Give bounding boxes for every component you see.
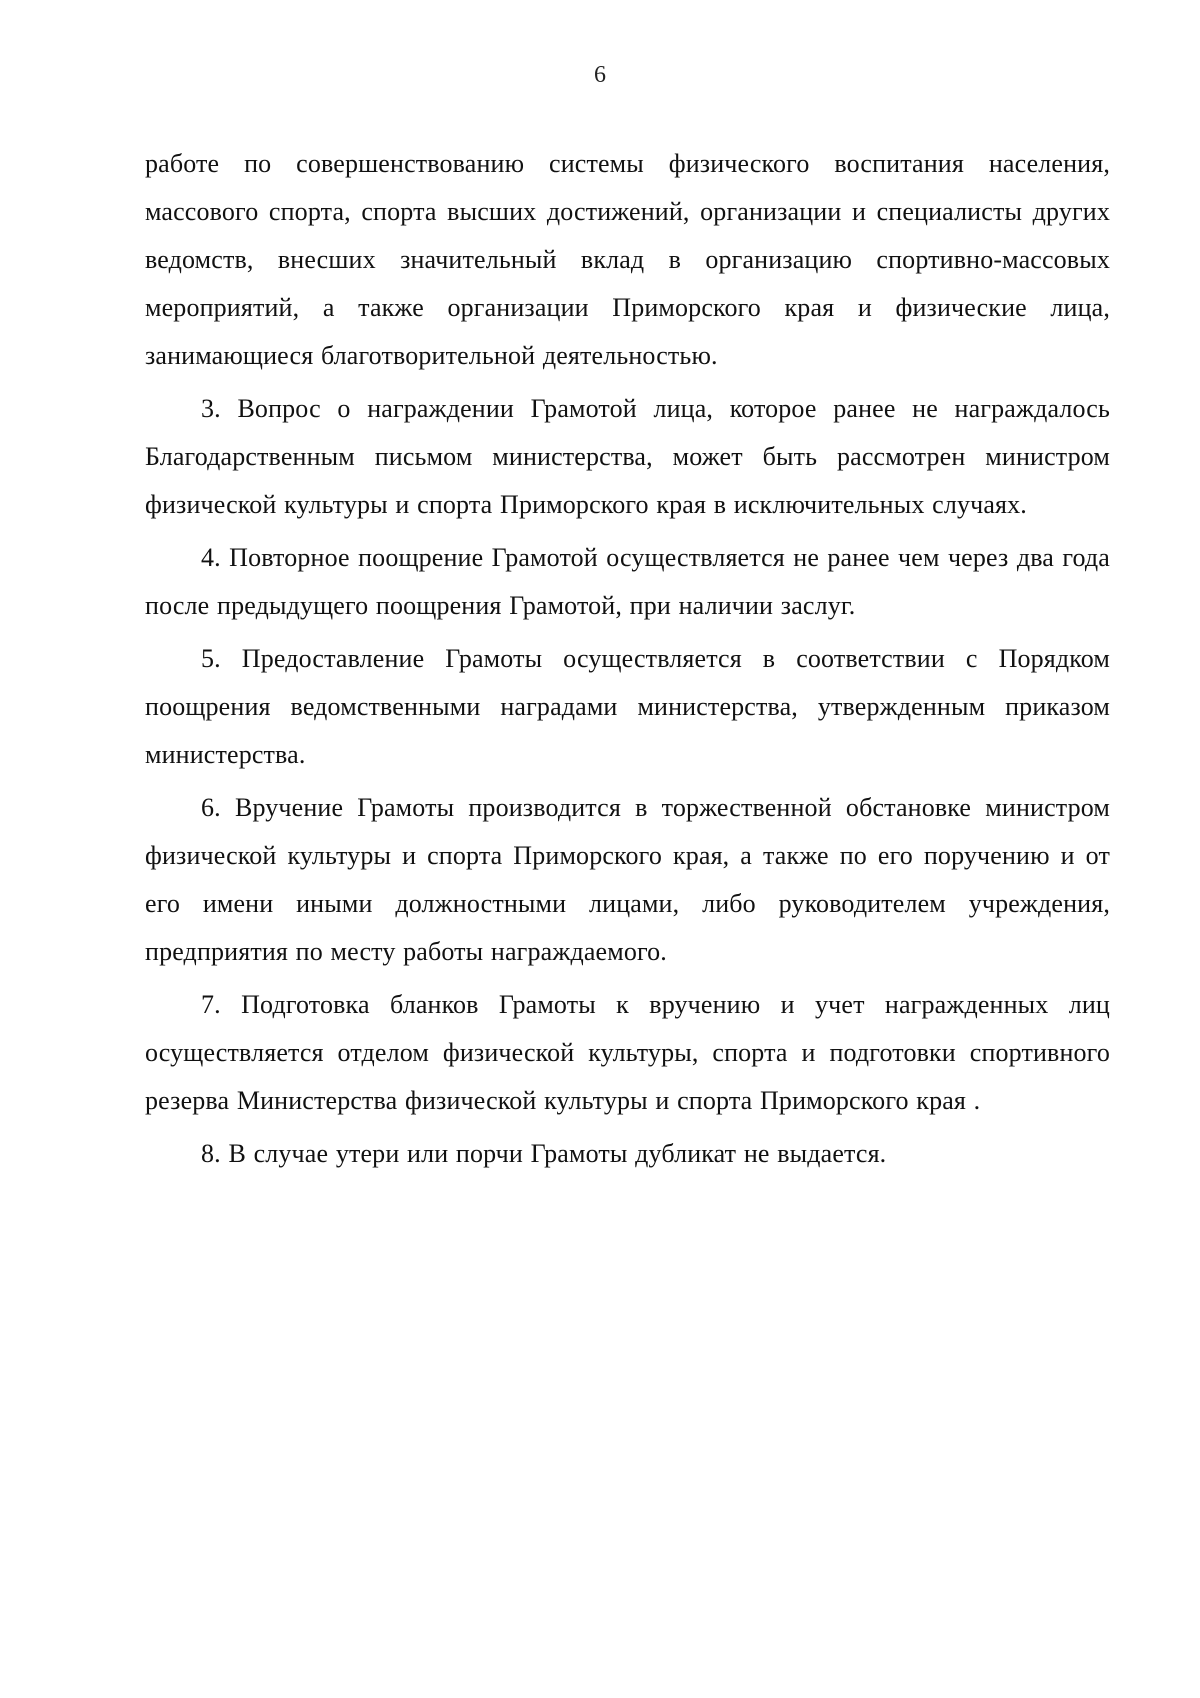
page-number: 6 [594, 62, 606, 88]
paragraph-item-8: 8. В случае утери или порчи Грамоты дубликат не выдается. [201, 1139, 887, 1168]
paragraph-item-4: 4. Повторное поощрение Грамотой осуществляется не ранее чем через два года после предыдущего поощрения Грамотой, при наличии заслуг. [145, 543, 1110, 620]
paragraph-item-5: 5. Предоставление Грамоты осуществляется в соответствии с Порядком поощрения ведомственными наградами министерства, утвержденным приказом министерства. [145, 644, 1110, 769]
document-body [145, 140, 1110, 1178]
paragraph-continuation: работе по совершенствованию системы физического воспитания населения, массового спорта, спорта высших достижений, организации и специалисты других ведомств, внесших значительный вклад в организацию спортивно-массовых мероприятий, а также организации Приморского края и физические лица, занимающиеся благотворительной деятельностью. [145, 149, 1110, 370]
paragraph-item-3: 3. Вопрос о награждении Грамотой лица, которое ранее не награждалось Благодарственным письмом министерства, может быть рассмотрен министром физической культуры и спорта Приморского края в исключительных случаях. [145, 394, 1110, 519]
paragraph-item-7: 7. Подготовка бланков Грамоты к вручению и учет награжденных лиц осуществляется отделом физической культуры, спорта и подготовки спортивного резерва Министерства физической культуры и спорта Приморского края . [145, 990, 1110, 1115]
paragraph-item-6: 6. Вручение Грамоты производится в торжественной обстановке министром физической культуры и спорта Приморского края, а также по его поручению и от его имени иными должностными лицами, либо руководителем учреждения, предприятия по месту работы награждаемого. [145, 793, 1110, 966]
